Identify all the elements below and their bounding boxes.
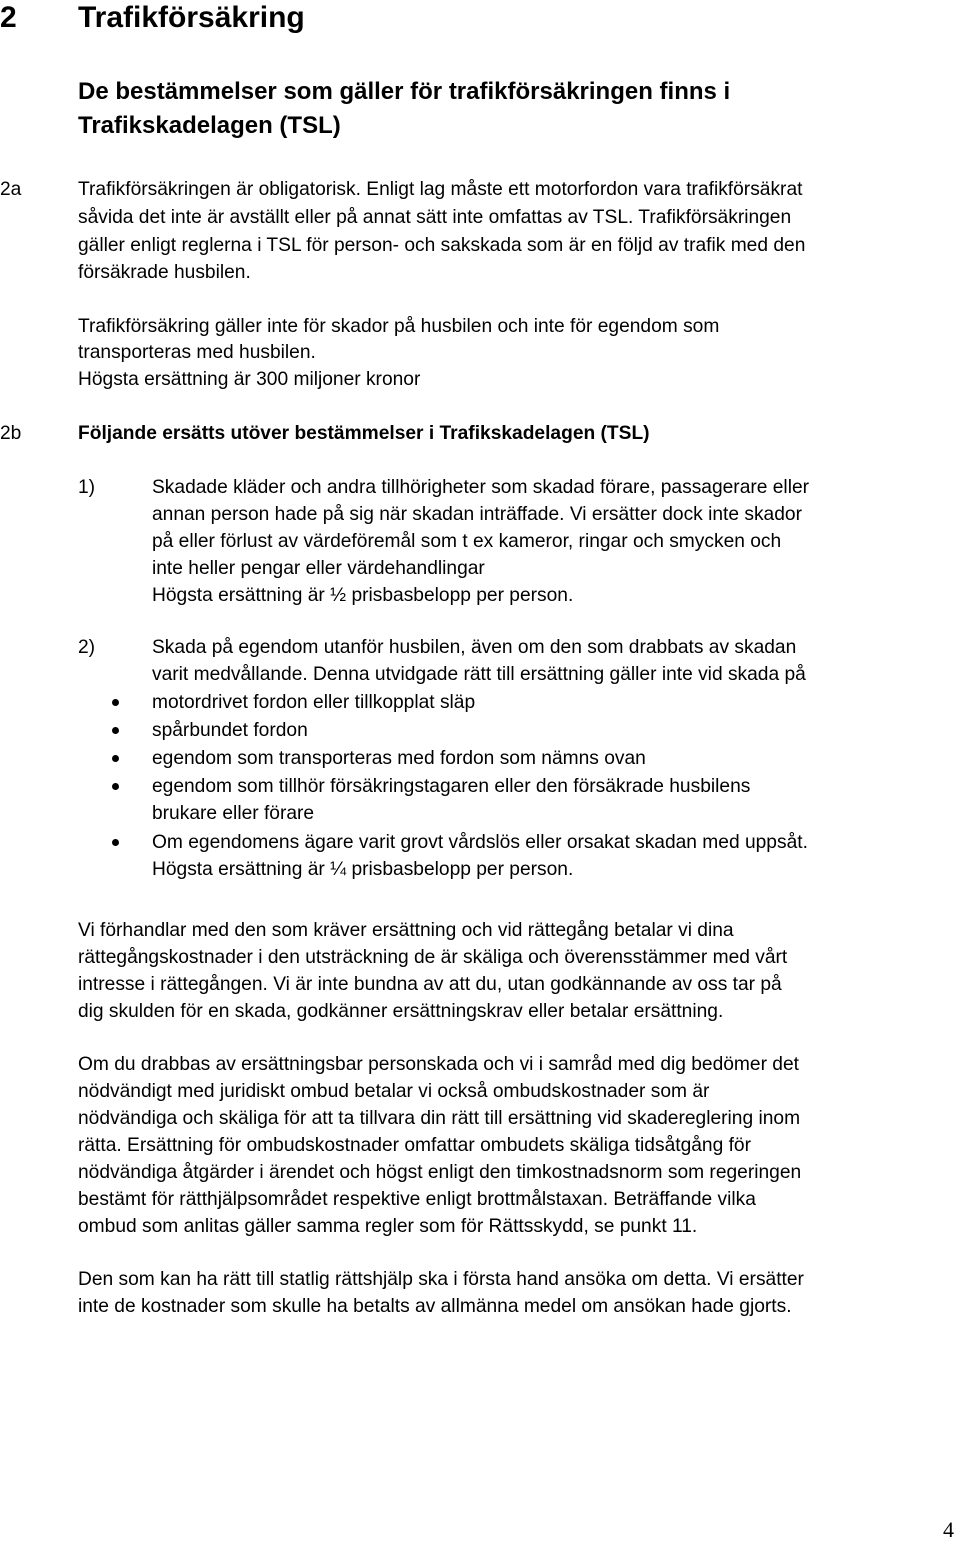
- bullet-item-5: Om egendomens ägare varit grovt vårdslös eller orsakat skadan med uppsåt.: [152, 832, 808, 853]
- section-2a-para2-line2: transporteras med husbilen.: [78, 342, 316, 363]
- negotiate-line1: Vi förhandlar med den som kräver ersättning och vid rättegång betalar vi dina: [78, 920, 734, 941]
- item-1-marker: 1): [78, 477, 96, 498]
- item-1-line3: på eller förlust av värdeföremål som t ex kameror, ringar och smycken och: [152, 531, 782, 552]
- subheading-line-1: De bestämmelser som gäller för trafikförsäkringen finns i: [78, 78, 731, 105]
- item-2-max: Högsta ersättning är ¼ prisbasbelopp per person.: [152, 859, 574, 880]
- section-2b-title: Följande ersätts utöver bestämmelser i Trafikskadelagen (TSL): [78, 423, 650, 444]
- injury-line1: Om du drabbas av ersättningsbar personskada och vi i samråd med dig bedömer det: [78, 1054, 799, 1075]
- item-2-line1: Skada på egendom utanför husbilen, även om den som drabbats av skadan: [152, 637, 797, 658]
- bullet-dot: [112, 699, 119, 706]
- subheading-line-2: Trafikskadelagen (TSL): [78, 112, 341, 139]
- bullet-item-4-line2: brukare eller förare: [152, 803, 315, 824]
- negotiate-line2: rättegångskostnader i den utsträckning de är skäliga och överensstämmer med vårt: [78, 947, 788, 968]
- section-2a-para1-line2: såvida det inte är avställt eller på annat sätt inte omfattas av TSL. Trafikförsäkringen: [78, 207, 792, 228]
- legalaid-line1: Den som kan ha rätt till statlig rättshjälp ska i första hand ansöka om detta. Vi ersätter: [78, 1269, 804, 1290]
- item-1-line4: inte heller pengar eller värdehandlingar: [152, 558, 485, 579]
- bullet-item-1: motordrivet fordon eller tillkopplat släp: [152, 692, 476, 713]
- item-1-line2: annan person hade på sig när skadan inträffade. Vi ersätter dock inte skador: [152, 504, 802, 525]
- legalaid-line2: inte de kostnader som skulle ha betalts av allmänna medel om ansökan hade gjorts.: [78, 1296, 792, 1317]
- page-heading: [0, 0, 960, 36]
- bullet-item-2: spårbundet fordon: [152, 720, 308, 741]
- injury-line5: nödvändiga åtgärder i ärendet och högst enligt den timkostnadsnorm som regeringen: [78, 1162, 802, 1183]
- section-2a-max: Högsta ersättning är 300 miljoner kronor: [78, 369, 421, 390]
- injury-line7: ombud som anlitas gäller samma regler som för Rättsskydd, se punkt 11.: [78, 1216, 698, 1237]
- heading-number: 2: [0, 1, 17, 34]
- section-label-2b: 2b: [0, 423, 22, 444]
- bullet-dot: [112, 755, 119, 762]
- injury-line4: rätta. Ersättning för ombudskostnader omfattar ombudets skäliga tidsåtgång för: [78, 1135, 751, 1156]
- heading-title: Trafikförsäkring: [78, 1, 305, 34]
- bullet-item-4-line1: egendom som tillhör försäkringstagaren eller den försäkrade husbilens: [152, 776, 751, 797]
- section-2a-para2-line1: Trafikförsäkring gäller inte för skador på husbilen och inte för egendom som: [78, 316, 720, 337]
- section-2a-para1-line1: Trafikförsäkringen är obligatorisk. Enligt lag måste ett motorfordon vara trafikförsäkrat: [78, 179, 803, 200]
- negotiate-line4: dig skulden för en skada, godkänner ersättningskrav eller betalar ersättning.: [78, 1001, 724, 1022]
- item-2-marker: 2): [78, 637, 96, 658]
- bullet-dot: [112, 839, 119, 846]
- bullet-item-3: egendom som transporteras med fordon som nämns ovan: [152, 748, 646, 769]
- section-label-2a: 2a: [0, 179, 22, 200]
- section-2a-para1-line4: försäkrade husbilen.: [78, 262, 251, 283]
- section-2a-para1-line3: gäller enligt reglerna i TSL för person- och sakskada som är en följd av trafik med den: [78, 235, 806, 256]
- item-2-line2: varit medvållande. Denna utvidgade rätt till ersättning gäller inte vid skada på: [152, 664, 806, 685]
- injury-line6: bestämt för rätthjälpsområdet respektive enligt brottmålstaxan. Beträffande vilka: [78, 1189, 756, 1210]
- negotiate-line3: intresse i rättegången. Vi är inte bundna av att du, utan godkännande av oss tar på: [78, 974, 782, 995]
- injury-line2: nödvändigt med juridiskt ombud betalar vi också ombudskostnader som är: [78, 1081, 710, 1102]
- bullet-dot: [112, 727, 119, 734]
- bullet-dot: [112, 783, 119, 790]
- page-number: 4: [943, 1517, 954, 1542]
- injury-line3: nödvändiga och skäliga för att ta tillvara din rätt till ersättning vid skadereglering inom: [78, 1108, 801, 1129]
- item-1-max: Högsta ersättning är ½ prisbasbelopp per person.: [152, 585, 574, 606]
- item-1-line1: Skadade kläder och andra tillhörigheter som skadad förare, passagerare eller: [152, 477, 810, 498]
